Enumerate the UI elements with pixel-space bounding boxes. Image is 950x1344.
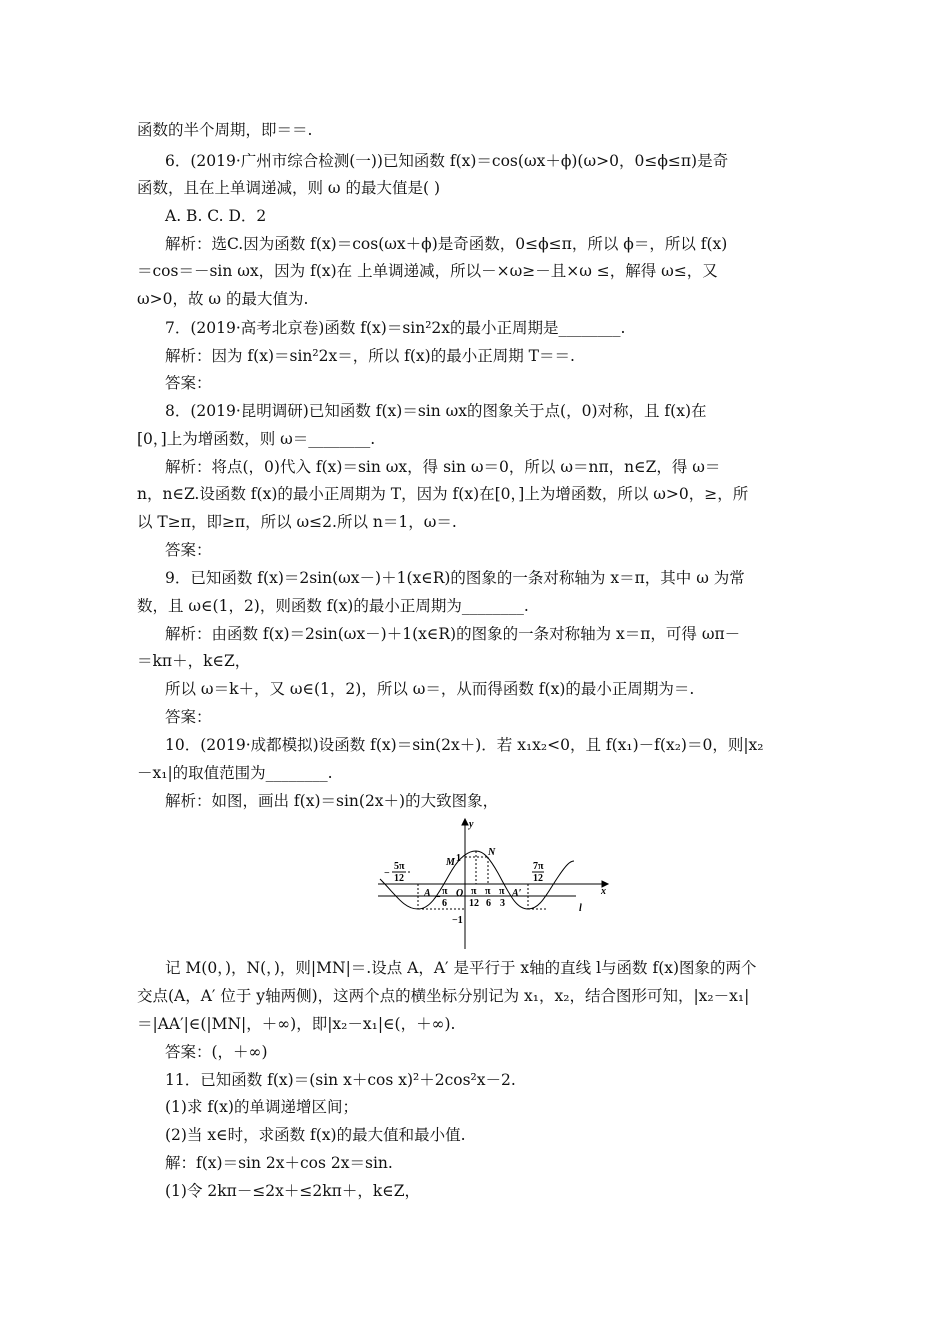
- text-line: 答案：: [165, 708, 212, 726]
- text-line: 解析：如图，画出 f(x)＝sin(2x＋)的大致图象，: [165, 792, 499, 810]
- y-label: y: [469, 819, 474, 830]
- line-l-label: l: [579, 903, 582, 914]
- tick-2-num: π: [471, 886, 477, 897]
- text-line: 所以 ω＝k＋，又 ω∈(1，2)，所以 ω＝，从而得函数 f(x)的最小正周期为＝.: [165, 680, 695, 698]
- text-line: 以 T≥π，即≥π，所以 ω≤2.所以 n＝1，ω＝.: [137, 513, 457, 531]
- point-a-prime-label: A′: [512, 888, 522, 899]
- left-tick-sign: −: [384, 868, 390, 879]
- text-line: [0，]上为增函数，则 ω＝________.: [137, 430, 376, 448]
- text-line: 6．(2019·广州市综合检测(一))已知函数 f(x)＝cos(ωx＋ϕ)(ω>0，0≤ϕ≤π)是奇: [165, 152, 729, 170]
- left-tick-den: 12: [394, 873, 404, 884]
- text-line: 记 M(0，)，N(，)，则|MN|＝.设点 A，A′ 是平行于 x轴的直线 l与函数 f(x)图象的两个: [165, 959, 757, 977]
- tick-4-den: 3: [500, 898, 505, 909]
- text-line: 数，且 ω∈(1，2)，则函数 f(x)的最小正周期为________.: [137, 597, 529, 615]
- neg-one-label: −1: [452, 915, 463, 926]
- text-line: 10．(2019·成都模拟)设函数 f(x)＝sin(2x＋)．若 x₁x₂<0，且 f(x₁)－f(x₂)＝0，则|x₂: [165, 736, 764, 754]
- tick-1-den: 6: [442, 898, 447, 909]
- tick-3-den: 6: [486, 898, 491, 909]
- y-axis-arrow: [462, 819, 468, 825]
- text-line: 答案：(，＋∞): [165, 1043, 268, 1061]
- tick-3-num: π: [485, 886, 491, 897]
- point-n-label: N: [488, 847, 496, 858]
- text-line: ω>0，故 ω 的最大值为.: [137, 290, 309, 308]
- text-line: (1)令 2kπ－≤2x＋≤2kπ＋，k∈Z，: [165, 1182, 420, 1200]
- text-line: ＝kπ＋，k∈Z，: [137, 652, 251, 670]
- text-line: 解析：将点(，0)代入 f(x)＝sin ωx，得 sin ω＝0，所以 ω＝nπ，n∈Z，得 ω＝: [165, 458, 721, 476]
- text-line: 11．已知函数 f(x)＝(sin x＋cos x)²＋2cos²x－2.: [165, 1071, 516, 1089]
- text-line: n，n∈Z.设函数 f(x)的最小正周期为 T，因为 f(x)在[0，]上为增函数，所以 ω>0，≥，所: [137, 485, 749, 503]
- sine-graph-figure: [372, 815, 617, 955]
- text-line: －x₁|的取值范围为________.: [137, 764, 333, 782]
- point-m-label: M: [446, 857, 455, 868]
- text-line: 函数的半个周期，即＝＝.: [137, 121, 313, 139]
- left-tick-num: 5π: [394, 861, 405, 872]
- origin-label: O: [456, 888, 464, 899]
- text-line: 9．已知函数 f(x)＝2sin(ωx－)＋1(x∈R)的图象的一条对称轴为 x＝π，其中 ω 为常: [165, 569, 745, 587]
- one-label: 1: [456, 853, 461, 864]
- tick-2-den: 12: [469, 898, 479, 909]
- text-line: 解：f(x)＝sin 2x＋cos 2x＝sin.: [165, 1154, 393, 1172]
- tick-1-sign: −: [435, 892, 441, 903]
- text-line: ＝cos＝－sin ωx，因为 f(x)在 上单调递减，所以－×ω≥－且×ω ≤，解得 ω≤，又: [137, 262, 718, 280]
- text-line: 答案：: [165, 541, 212, 559]
- x-label: x: [601, 886, 606, 897]
- text-line: (2)当 x∈时，求函数 f(x)的最大值和最小值.: [165, 1126, 466, 1144]
- text-line: ＝|AA′|∈(|MN|，＋∞)，即|x₂－x₁|∈(，＋∞).: [137, 1015, 456, 1033]
- text-line: 8．(2019·昆明调研)已知函数 f(x)＝sin ωx的图象关于点(，0)对称，且 f(x)在: [165, 402, 707, 420]
- right-tick-den: 12: [533, 873, 543, 884]
- tick-4-num: π: [499, 886, 505, 897]
- text-line: (1)求 f(x)的单调递增区间；: [165, 1098, 358, 1116]
- point-a-label: A: [424, 888, 431, 899]
- right-tick-num: 7π: [533, 861, 544, 872]
- text-line: 解析：由函数 f(x)＝2sin(ωx－)＋1(x∈R)的图象的一条对称轴为 x＝π，可得 ωπ－: [165, 625, 741, 643]
- text-line: 7．(2019·高考北京卷)函数 f(x)＝sin²2x的最小正周期是________.: [165, 319, 626, 337]
- text-line: 解析：选C.因为函数 f(x)＝cos(ωx＋ϕ)是奇函数，0≤ϕ≤π，所以 ϕ＝，所以 f(x): [165, 235, 728, 253]
- text-line: A. B. C. D．2: [165, 207, 267, 225]
- text-line: 解析：因为 f(x)＝sin²2x＝，所以 f(x)的最小正周期 T＝＝.: [165, 347, 575, 365]
- tick-1-num: π: [442, 886, 448, 897]
- text-line: 函数，且在上单调递减，则 ω 的最大值是( ): [137, 179, 441, 197]
- text-line: 交点(A，A′ 位于 y轴两侧)，这两个点的横坐标分别记为 x₁，x₂，结合图形可知，|x₂－x₁|: [137, 987, 750, 1005]
- text-line: 答案：: [165, 374, 212, 392]
